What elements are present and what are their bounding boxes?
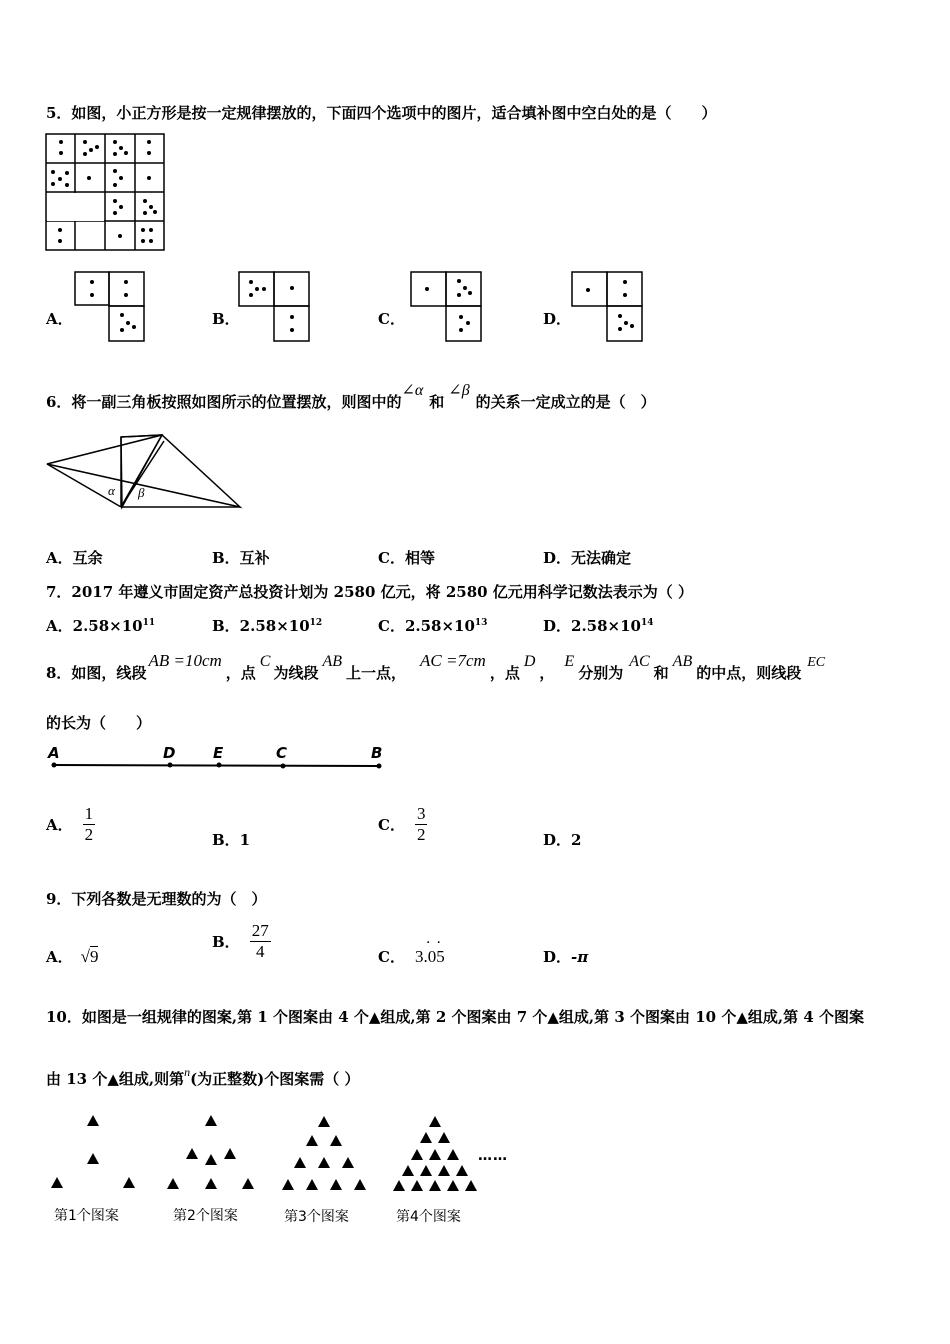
q9-option-b-denominator: 4 (255, 942, 265, 961)
q10-text-line2 (46, 1065, 360, 1089)
q9-option-a-label: A． (46, 948, 73, 966)
q8-t1: 8．如图，线段 (46, 664, 147, 682)
q8-segment-ac: AC (629, 653, 650, 670)
q7-option-a-label: A．2.58×10 (46, 617, 143, 635)
q9-option-a[interactable]: A． √9 (46, 947, 99, 966)
q6-option-c[interactable]: C．相等 (378, 549, 435, 567)
q7-option-b[interactable] (212, 615, 322, 636)
q9-option-c-value: 3.05 (414, 947, 445, 966)
q9-text: 9．下列各数是无理数的为（ ） (46, 890, 267, 908)
pattern-1-label: 第1个图案 (54, 1208, 119, 1224)
q9-option-d-value: -π (571, 948, 589, 966)
q5-option-d[interactable]: D． (543, 310, 572, 328)
q7-option-a-exp: 11 (142, 618, 156, 628)
triangle-patterns (46, 1108, 536, 1233)
q9-option-a-radicand: 9 (89, 947, 99, 966)
q7-text: 7．2017 年遵义市固定资产总投资计划为 2580 亿元，将 2580 亿元用科学记数法表示为（ ） (46, 583, 694, 601)
fig-alpha-label: α (108, 483, 115, 498)
q6-text-a: 6．将一副三角板按照如图所示的位置摆放，则图中的 (46, 393, 402, 411)
q8-option-a[interactable] (46, 804, 95, 845)
q8-option-d[interactable]: D．2 (543, 831, 582, 849)
q10-text-line1: 10．如图是一组规律的图案,第 1 个图案由 4 个▲组成,第 2 个图案由 7 个▲组成,第 3 个图案由 10 个▲组成,第 4 个图案 (46, 1008, 864, 1026)
q5-option-b[interactable]: B． (212, 310, 240, 328)
q6-beta: ∠β (448, 382, 470, 399)
q8-t3: 为线段 (273, 664, 319, 682)
q5-option-d-figure (571, 271, 643, 347)
option-a-tiles (74, 271, 146, 343)
q9-option-c-label: C． (378, 948, 405, 966)
q10-pattern-figure (46, 1108, 536, 1237)
q6-option-b[interactable]: B．互补 (212, 549, 270, 567)
q9-option-b-numerator: 27 (251, 921, 269, 940)
q7-option-d-label: D．2.58×10 (543, 617, 641, 635)
fig-beta-label: β (138, 485, 145, 500)
option-d-tiles (571, 271, 643, 343)
q10-ellipsis: …… (478, 1148, 508, 1164)
q8-segment-ab: AB (322, 653, 343, 670)
repeating-dots: ·· (426, 935, 447, 951)
pattern-2-label: 第2个图案 (173, 1208, 238, 1224)
q6-text-b: 和 (429, 393, 445, 411)
q5-option-c-figure (410, 271, 482, 347)
q8-segment-ec: EC (807, 655, 826, 670)
q8-t6: ， (539, 664, 555, 682)
q9-option-d[interactable] (543, 946, 588, 967)
point-c-label: C (276, 744, 288, 762)
point-d-label: D (163, 744, 176, 762)
q6-triangles-figure (44, 431, 244, 517)
q9-option-b[interactable] (212, 921, 271, 962)
q7-option-b-exp: 12 (309, 618, 323, 628)
q10-n: n (184, 1065, 191, 1079)
q8-t2: ，点 (225, 664, 256, 682)
q8-t8: 和 (653, 664, 669, 682)
q8-option-c[interactable] (378, 804, 427, 845)
segment-figure (46, 742, 391, 776)
q8-option-c-numerator: 3 (416, 804, 426, 823)
point-a-label: A (48, 744, 60, 762)
q8-point-c: C (259, 653, 271, 670)
q9-option-d-label: D． (543, 948, 572, 966)
q6-option-a[interactable]: A．互余 (46, 549, 103, 567)
q10-line2a: 由 13 个▲组成,则第 (46, 1070, 185, 1088)
q6-text-c: 的关系一定成立的是（ ） (475, 393, 656, 411)
q9-option-b-label: B． (212, 933, 240, 951)
q8-option-c-label: C． (378, 816, 405, 834)
q8-option-a-denominator: 2 (84, 825, 94, 844)
q8-option-a-numerator: 1 (84, 804, 94, 823)
q8-t5: ，点 (489, 664, 520, 682)
q8-segment-ab-2: AB (672, 653, 693, 670)
q8-t7: 分别为 (578, 664, 624, 682)
q6-alpha: ∠α (401, 382, 424, 399)
q5-option-a-figure (74, 271, 146, 347)
q8-t9: 的中点，则线段 (696, 664, 802, 682)
dot-grid-figure (45, 133, 167, 253)
q8-t4: 上一点， (346, 664, 407, 682)
q7-option-b-label: B．2.58×10 (212, 617, 310, 635)
q5-text: 5．如图，小正方形是按一定规律摆放的，下面四个选项中的图片，适合填补图中空白处的是（ ） (46, 104, 717, 122)
q8-ac-length: AC =7cm (420, 651, 486, 670)
q8-text-line1 (46, 651, 826, 683)
q5-option-b-figure (238, 271, 310, 347)
q7-option-c-label: C．2.58×10 (378, 617, 475, 635)
pattern-4-label: 第4个图案 (396, 1209, 461, 1225)
q8-option-a-label: A． (46, 816, 73, 834)
q5-option-a[interactable]: A． (46, 310, 73, 328)
q7-option-d-exp: 14 (640, 618, 654, 628)
option-b-tiles (238, 271, 310, 343)
q8-ab-length: AB =10cm (148, 651, 222, 670)
q10-line2b: (为正整数)个图案需（ ） (190, 1070, 360, 1088)
q5-grid-figure (45, 133, 167, 257)
q8-option-c-denominator: 2 (416, 825, 426, 844)
q8-point-e: E (564, 653, 575, 670)
q6-option-d[interactable]: D．无法确定 (543, 549, 632, 567)
pattern-3-label: 第3个图案 (284, 1209, 349, 1225)
q5-option-c[interactable]: C． (378, 310, 405, 328)
point-e-label: E (213, 744, 224, 762)
triangle-set-figure (44, 431, 244, 513)
q8-text-line2: 的长为（ ） (46, 714, 152, 732)
q8-option-b[interactable]: B．1 (212, 831, 251, 849)
q7-option-d[interactable] (543, 615, 654, 636)
point-b-label: B (371, 744, 383, 762)
q8-point-d: D (523, 653, 536, 670)
q7-option-c[interactable] (378, 615, 487, 636)
q7-option-c-exp: 13 (474, 618, 488, 628)
q7-option-a[interactable] (46, 615, 155, 636)
option-c-tiles (410, 271, 482, 343)
q8-line-figure (46, 742, 391, 780)
